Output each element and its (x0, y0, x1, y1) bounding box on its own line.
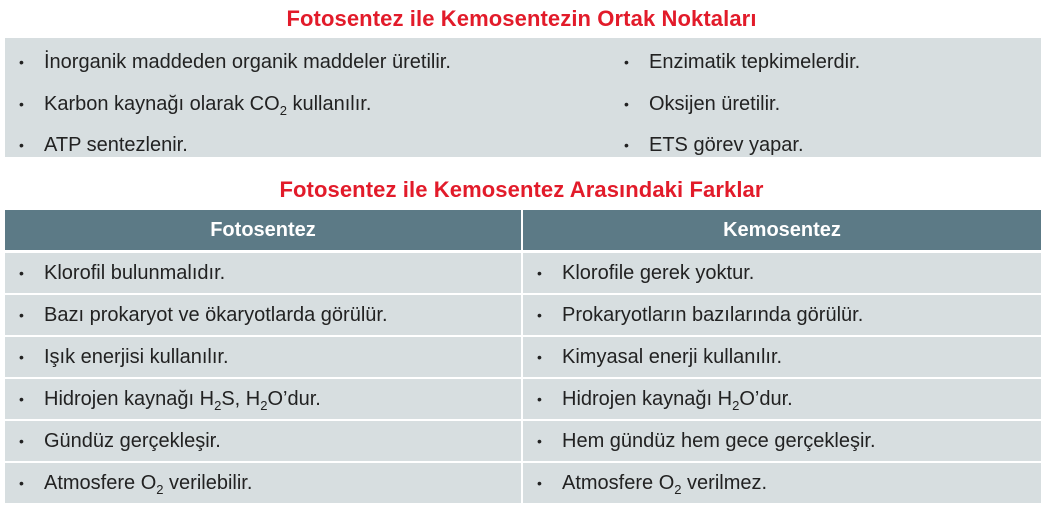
subscript: 2 (214, 398, 222, 413)
bullet: • (624, 137, 629, 153)
bullet: • (537, 307, 542, 323)
table-cell-fotosentez (5, 295, 521, 335)
bullet: • (624, 54, 629, 70)
item-text: Atmosfere $O_2$ verilebilir. (44, 472, 253, 497)
common-points-box (5, 38, 1041, 157)
column-header-fotosentez: Fotosentez (5, 210, 521, 250)
bullet: • (19, 349, 24, 365)
subscript: 2 (260, 398, 268, 413)
table-cell-fotosentez (5, 463, 521, 503)
common-points-title: Fotosentez ile Kemosentezin Ortak Noktaları (286, 6, 757, 31)
bullet: • (624, 96, 629, 112)
item-text: Atmosfere $O_2$ verilmez. (562, 472, 768, 497)
table-cell-kemosentez (523, 463, 1041, 503)
table-cell-fotosentez (5, 379, 521, 419)
bullet: • (19, 475, 24, 491)
bullet: • (19, 307, 24, 323)
bullet: • (537, 265, 542, 281)
item-text: İnorganik maddeden organik maddeler üretilir. (44, 51, 451, 73)
subscript: 2 (674, 482, 682, 497)
bullet: • (537, 475, 542, 491)
table-cell-fotosentez (5, 253, 521, 293)
item-text: Hidrojen kaynağı $H_2O’dur$. (562, 388, 793, 413)
item-text: Işık enerjisi kullanılır. (44, 346, 229, 368)
table-cell-fotosentez (5, 421, 521, 461)
table-cell-kemosentez (523, 253, 1041, 293)
table-cell-kemosentez (523, 421, 1041, 461)
item-text: ATP sentezlenir. (44, 134, 188, 156)
bullet: • (19, 54, 24, 70)
item-text: Gündüz gerçekleşir. (44, 430, 221, 452)
item-text: Hidrojen kaynağı $H_2S$, $H_2O’dur$. (44, 388, 321, 413)
item-text: Klorofil bulunmalıdır. (44, 262, 226, 284)
table-cell-fotosentez (5, 337, 521, 377)
bullet: • (19, 265, 24, 281)
subscript: 2 (156, 482, 164, 497)
item-text: Prokaryotların bazılarında görülür. (562, 304, 864, 326)
bullet: • (19, 137, 24, 153)
item-text: Hem gündüz hem gece gerçekleşir. (562, 430, 876, 452)
table-cell-kemosentez (523, 337, 1041, 377)
table-cell-kemosentez (523, 379, 1041, 419)
item-text: Karbon kaynağı olarak $CO_2$ kullanılır. (44, 93, 372, 118)
item-text: Bazı prokaryot ve ökaryotlarda görülür. (44, 304, 388, 326)
bullet: • (537, 391, 542, 407)
bullet: • (537, 349, 542, 365)
column-header-kemosentez: Kemosentez (523, 210, 1041, 250)
item-text: ETS görev yapar. (649, 134, 804, 156)
bullet: • (19, 391, 24, 407)
subscript: 2 (279, 103, 287, 118)
differences-title: Fotosentez ile Kemosentez Arasındaki Farklar (279, 177, 764, 202)
table-cell-kemosentez (523, 295, 1041, 335)
item-text: Klorofile gerek yoktur. (562, 262, 755, 284)
bullet: • (19, 96, 24, 112)
bullet: • (19, 433, 24, 449)
bullet: • (537, 433, 542, 449)
item-text: Enzimatik tepkimelerdir. (649, 51, 861, 73)
item-text: Kimyasal enerji kullanılır. (562, 346, 783, 368)
subscript: 2 (732, 398, 740, 413)
item-text: Oksijen üretilir. (649, 93, 781, 115)
